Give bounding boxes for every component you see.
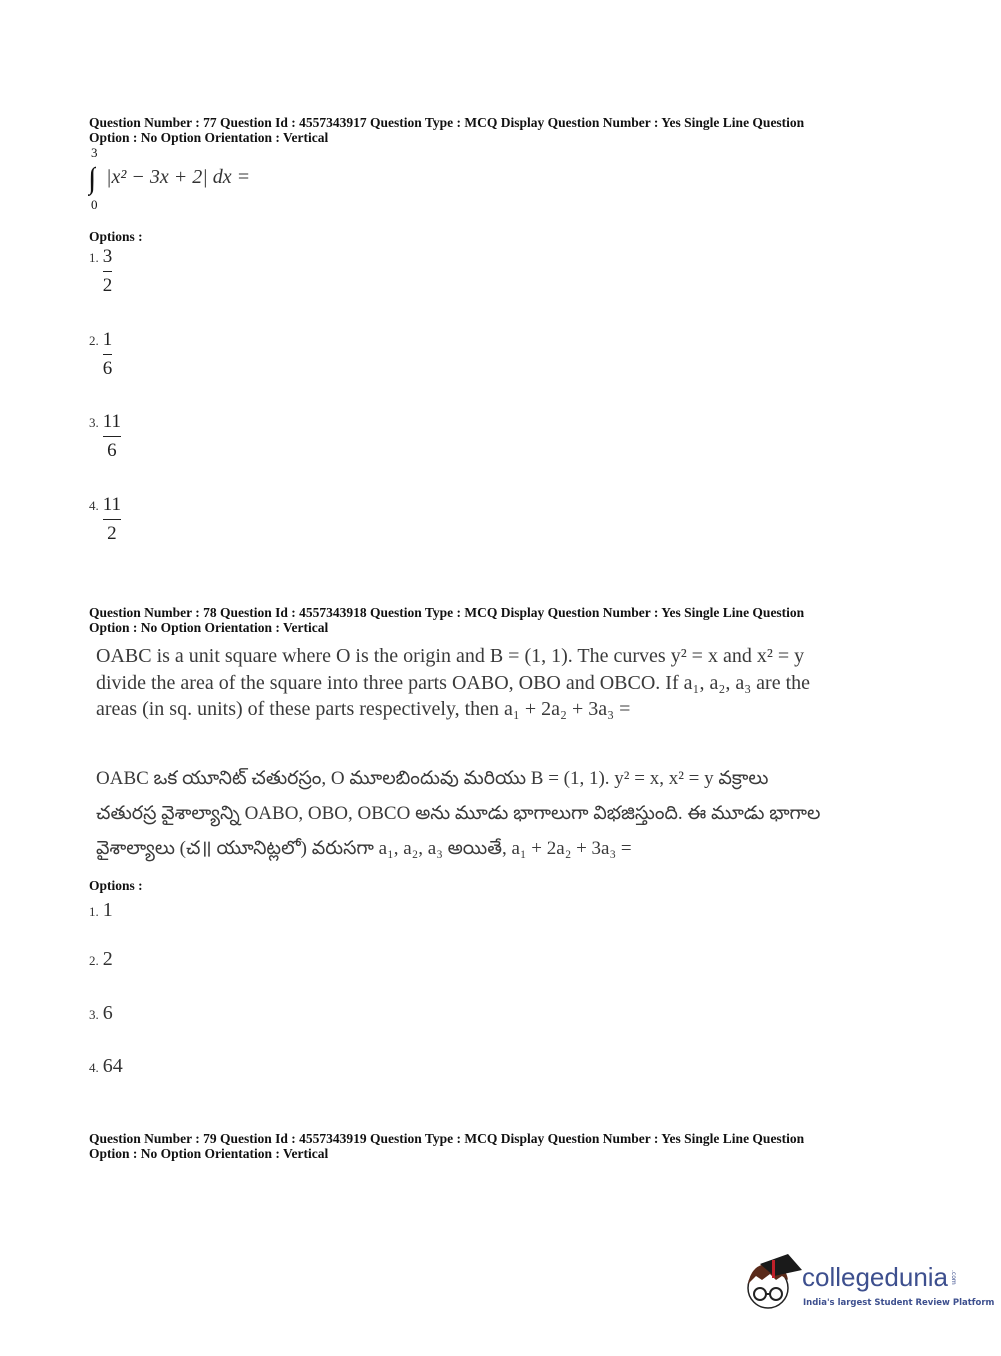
q77-header-line2: Option : No Option Orientation : Vertical bbox=[89, 130, 329, 145]
q78-option-4[interactable] bbox=[89, 1054, 969, 1078]
q77-options-label: Options : bbox=[89, 229, 143, 244]
q78-telugu-text bbox=[89, 761, 896, 866]
option-number: 2. bbox=[89, 333, 99, 348]
q79-header-line1: Question Number : 79 Question Id : 4557343919 Question Type : MCQ Display Question Number : Yes Single Line Question bbox=[89, 1131, 805, 1146]
logo-name: collegedunia bbox=[802, 1262, 949, 1292]
english-line: OABC is a unit square where O is the origin and B = (1, 1). The curves y² = x and x² = y bbox=[96, 645, 805, 667]
integral-upper-limit: 3 bbox=[91, 145, 98, 160]
option-fraction: $\frac{3}{2}$ bbox=[102, 246, 113, 296]
logo-suffix: .com bbox=[950, 1269, 958, 1285]
option-value: 64 bbox=[102, 1054, 123, 1077]
integral-lower-limit: 0 bbox=[91, 197, 98, 212]
option-value: 6 bbox=[102, 1001, 113, 1024]
q77-header bbox=[89, 115, 804, 145]
q78-body bbox=[89, 643, 969, 1078]
q79-header-line2: Option : No Option Orientation : Vertical bbox=[89, 1146, 329, 1161]
option-number: 4. bbox=[89, 498, 99, 513]
option-fraction: $\frac{11}{6}$ bbox=[102, 411, 122, 461]
integral-sign: ∫ bbox=[88, 162, 97, 195]
option-value: 2 bbox=[102, 947, 113, 970]
q78-english-text bbox=[89, 643, 969, 723]
q77-option-4[interactable] bbox=[89, 494, 121, 544]
q79-header bbox=[89, 1131, 804, 1161]
q77-option-1[interactable] bbox=[89, 246, 112, 296]
option-number: 1. bbox=[89, 250, 99, 265]
integral-dx: dx = bbox=[212, 166, 251, 188]
logo-tagline: India's largest Student Review Platform bbox=[803, 1298, 995, 1308]
option-number: 1. bbox=[89, 903, 99, 919]
q78-header bbox=[89, 605, 804, 635]
q78-header-line2: Option : No Option Orientation : Vertical bbox=[89, 620, 329, 635]
q78-option-3[interactable] bbox=[89, 1001, 969, 1025]
q78-options-label: Options : bbox=[89, 877, 143, 893]
option-value: 1 bbox=[102, 898, 113, 921]
english-line: areas (in sq. units) of these parts respectively, then a₁ + 2a₂ + 3a₃ = bbox=[96, 698, 631, 720]
option-fraction: $\frac{11}{2}$ bbox=[102, 494, 122, 544]
q78-header-line1: Question Number : 78 Question Id : 4557343918 Question Type : MCQ Display Question Number : Yes Single Line Question bbox=[89, 605, 805, 620]
option-number: 2. bbox=[89, 952, 99, 968]
option-number: 4. bbox=[89, 1059, 99, 1075]
logo-wordmark bbox=[802, 1262, 956, 1292]
option-number: 3. bbox=[89, 415, 99, 430]
integrand: |x² − 3x + 2| dx = bbox=[106, 166, 251, 188]
q78-option-1[interactable] bbox=[89, 898, 969, 922]
mascot-icon bbox=[742, 1250, 802, 1320]
q77-option-2[interactable] bbox=[89, 329, 112, 379]
q77-option-3[interactable] bbox=[89, 411, 121, 461]
collegedunia-logo bbox=[742, 1250, 995, 1320]
telugu-line: చతురస్ర వైశాల్యాన్ని OABO, OBO, OBCO అను మూడు భాగాలుగా విభజిస్తుంది. ఈ మూడు భాగాల bbox=[96, 802, 821, 824]
telugu-line: వైశాల్యాలు (చ॥ యూనిట్లలో) వరుసగా a₁, a₂, a₃ అయితే, a₁ + 2a₂ + 3a₃ = bbox=[96, 837, 632, 859]
telugu-line: OABC ఒక యూనిట్ చతురస్రం, O మూలబిందువు మరియు B = (1, 1). y² = x, x² = y వక్రాలు bbox=[96, 767, 769, 789]
integrand-expression: x² − 3x + 2 bbox=[111, 166, 203, 188]
english-line: divide the area of the square into three parts OABO, OBO and OBCO. If a₁, a₂, a₃ are the bbox=[96, 671, 811, 694]
q78-option-2[interactable] bbox=[89, 947, 969, 971]
option-fraction: $\frac{1}{6}$ bbox=[102, 329, 113, 379]
option-number: 3. bbox=[89, 1006, 99, 1022]
q77-header-line1: Question Number : 77 Question Id : 4557343917 Question Type : MCQ Display Question Number : Yes Single Line Question bbox=[89, 115, 805, 130]
